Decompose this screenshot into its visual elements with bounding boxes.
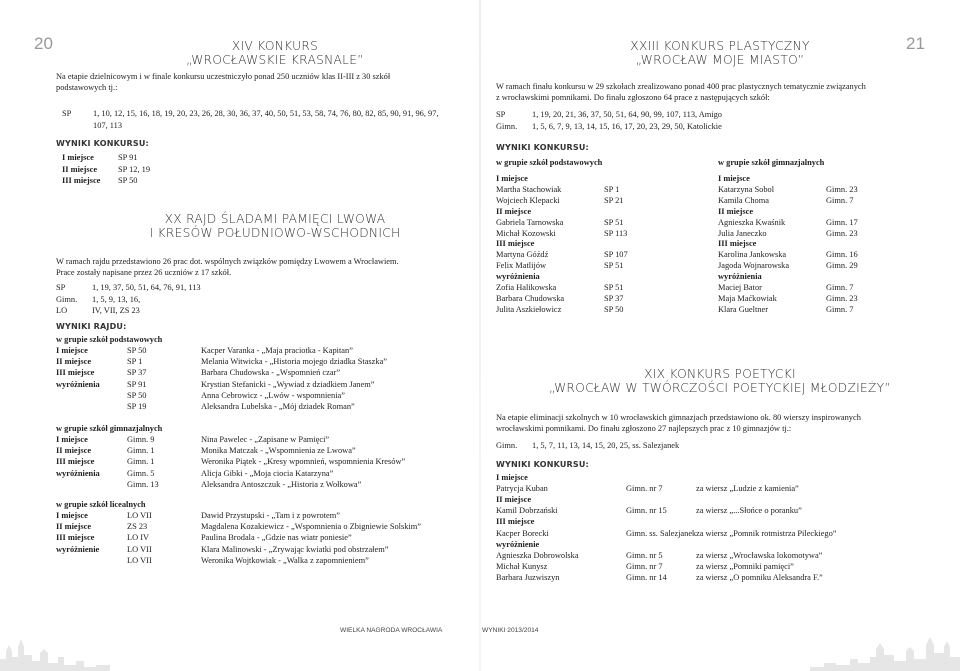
result-entry: Aleksandra Antoszczuk - „Historia z Wołkowa” <box>201 479 362 489</box>
winner-school: Gimn. 23 <box>826 228 858 238</box>
winner-name: Maja Maćkowiak <box>718 293 777 303</box>
result-entry: Paulina Brodala - „Gdzie nas wiatr poniesie” <box>201 533 352 543</box>
results-header: WYNIKI KONKURSU: <box>496 460 589 469</box>
result-entry: Anna Cebrowicz - „Lwów - wspomnienia” <box>201 390 345 400</box>
result-place: II miejsce <box>56 446 92 456</box>
winner-name: Barbara Juzwiszyn <box>496 572 560 582</box>
winner-school: Gimn. ss. Salezjanek <box>626 528 697 538</box>
results-header: WYNIKI KONKURSU: <box>56 139 149 148</box>
results-header: WYNIKI KONKURSU: <box>496 143 589 152</box>
result-entry: Krystian Stefanicki - „Wywiad z dziadkiem Janem” <box>201 379 375 389</box>
footer-label: WIELKA NAGRODA WROCŁAWIA <box>340 627 443 634</box>
page-number-right: 21 <box>906 34 925 53</box>
winner-poem: za wiersz „Pomnik rotmistrza Pileckiego” <box>696 528 837 538</box>
result-place: III miejsce <box>496 239 535 249</box>
city-skyline-icon <box>810 635 960 671</box>
school-type-label: LO <box>56 306 68 315</box>
group-title: w grupie szkół podstawowych <box>56 335 163 344</box>
results-header: WYNIKI RAJDU: <box>56 322 127 331</box>
winner-name: Barbara Chudowska <box>496 293 565 303</box>
school-list-values: 1, 19, 37, 50, 51, 64, 76, 91, 113 <box>92 283 201 292</box>
title-line-1: XX RAJD ŚLADAMI PAMIĘCI LWOWA <box>164 212 386 226</box>
school-type-label: SP <box>62 109 72 118</box>
winner-poem: za wiersz „Pomniki pamięci” <box>696 561 794 571</box>
result-place: III miejsce <box>56 368 95 378</box>
winner-school: Gimn. 16 <box>826 250 858 260</box>
winner-name: Agnieszka Kwaśnik <box>718 217 786 227</box>
winner-name: Kamil Dobrzański <box>496 506 558 516</box>
result-place: I miejsce <box>496 473 528 482</box>
result-entry: Kacper Varanka - „Maja praciotka - Kapitan” <box>201 346 353 355</box>
winner-school: Gimn. nr 7 <box>626 484 663 494</box>
winner-school: SP 113 <box>604 228 628 238</box>
result-place: I miejsce <box>718 174 750 183</box>
result-school: SP 50 <box>127 390 147 400</box>
title-line-1: XIV KONKURS <box>231 39 319 53</box>
result-school: Gimn. 5 <box>127 468 155 478</box>
winner-name: Wojciech Klepacki <box>496 195 560 205</box>
winner-name: Michał Kunysz <box>496 561 548 571</box>
result-entry: Weronika Piątek - „Kresy wpomnień, wspomnienia Kresów” <box>201 457 406 467</box>
result-school: SP 91 <box>118 153 138 162</box>
school-type-label: Gimn. <box>56 294 78 304</box>
group-title: w grupie szkół podstawowych <box>496 158 603 167</box>
intro-line: wrocławskimi pomnikami. Do finału zgłoszono 27 najlepszych prac z 10 gimnazjów tj.: <box>496 424 792 433</box>
winner-name: Zofia Halikowska <box>496 283 557 292</box>
winner-school: Gimn. nr 14 <box>626 572 667 582</box>
result-place: II miejsce <box>56 522 92 532</box>
winner-name: Patrycja Kuban <box>496 484 548 494</box>
winner-school: SP 51 <box>604 217 624 227</box>
winner-name: Julia Janeczko <box>718 228 767 238</box>
result-entry: Melania Witwicka - „Historia mojego dziadka Staszka” <box>201 357 388 367</box>
winner-school: Gimn. 17 <box>826 217 858 227</box>
winner-name: Gabriela Tarnowska <box>496 217 564 227</box>
result-school: SP 91 <box>127 379 147 389</box>
winner-school: SP 107 <box>604 250 628 260</box>
winner-name: Martha Stachowiak <box>496 184 562 194</box>
winner-name: Maciej Bator <box>718 283 762 292</box>
result-school: SP 50 <box>127 346 147 355</box>
intro-line: z wrocławskimi pomnikami. Do finału zgłoszono 64 prace z następujących szkół: <box>496 93 770 102</box>
result-school: Gimn. 1 <box>127 457 155 467</box>
group-title: w grupie szkół licealnych <box>56 500 146 509</box>
intro-line: W ramach finału konkursu w 29 szkołach zrealizowano ponad 400 prac plastycznych tematycznie związanych <box>496 82 866 91</box>
result-place: wyróżnienie <box>56 544 100 554</box>
result-entry: Alicja Gibki - „Moja ciocia Katarzyna” <box>201 468 334 478</box>
winner-name: Michał Kozowski <box>496 228 556 238</box>
winner-poem: za wiersz „...Słońce o poranku” <box>696 506 802 516</box>
result-place: wyróżnienia <box>496 272 540 282</box>
result-place: I miejsce <box>56 346 88 355</box>
result-school: Gimn. 9 <box>127 435 155 444</box>
winner-school: Gimn. 29 <box>826 261 858 271</box>
winner-school: SP 50 <box>604 304 624 314</box>
intro-line: W ramach rajdu przedstawiono 26 prac dot. wspólnych związków pomiędzy Lwowem a Wrocławiem. <box>56 257 399 266</box>
school-type-label: SP <box>56 283 66 292</box>
winner-school: SP 1 <box>604 184 620 194</box>
winner-school: Gimn. 23 <box>826 184 858 194</box>
winner-school: Gimn. nr 5 <box>626 550 663 560</box>
winner-poem: za wiersz „Wrocławska lokomotywa” <box>696 550 823 560</box>
title-line-2: I KRESÓW POŁUDNIOWO-WSCHODNICH <box>149 225 401 240</box>
intro-line: podstawowych tj.: <box>56 83 118 92</box>
winner-name: Martyna Góźdź <box>496 250 549 260</box>
school-type-label: Gimn. <box>496 441 518 450</box>
school-list-values: 1, 5, 9, 13, 16, <box>92 294 141 304</box>
school-list: 1, 5, 7, 11, 13, 14, 15, 20, 25, ss. Salezjanek <box>532 441 680 450</box>
result-entry: Dawid Przystupski - „Tam i z powrotem” <box>201 511 340 520</box>
result-place: II miejsce <box>496 495 532 505</box>
result-place: III miejsce <box>718 239 757 249</box>
winner-name: Julita Aszkiełowicz <box>496 304 562 314</box>
title-line-2: „WROCŁAW MOJE MIASTO” <box>635 52 805 67</box>
winner-name: Agnieszka Dobrowolska <box>496 550 579 560</box>
city-skyline-icon <box>0 635 110 671</box>
result-school: SP 50 <box>118 176 138 185</box>
title-line-2: „WROCŁAWSKIE KRASNALE” <box>186 52 364 67</box>
result-entry: Magdalena Kozakiewicz - „Wspomnienia o Zbigniewie Solskim” <box>201 522 422 532</box>
result-entry: Nina Pawelec - „Zapisane w Pamięci” <box>201 435 330 444</box>
result-place: wyróżnienia <box>718 272 762 282</box>
winner-school: SP 51 <box>604 261 624 271</box>
result-place: wyróżnienia <box>56 468 100 478</box>
winner-school: SP 21 <box>604 195 624 205</box>
footer-label: WYNIKI 2013/2014 <box>482 627 539 634</box>
winner-school: Gimn. 7 <box>826 195 854 205</box>
title-line-1: XIX KONKURS POETYCKI <box>644 367 796 381</box>
school-type-label: SP <box>496 110 506 119</box>
winner-name: Karolina Jankowska <box>718 250 787 260</box>
result-school: SP 1 <box>127 357 143 367</box>
winner-name: Jagoda Wojnarowska <box>718 261 790 271</box>
result-place: III miejsce <box>56 457 95 467</box>
result-entry: Monika Matczak - „Wspomnienia ze Lwowa” <box>201 446 356 456</box>
school-list-values: 1, 5, 6, 7, 9, 13, 14, 15, 16, 17, 20, 23, 29, 50, Katolickie <box>532 121 722 131</box>
school-list: 107, 113 <box>93 121 123 130</box>
result-place: wyróżnienie <box>496 539 540 549</box>
winner-name: Felix Matlijów <box>496 261 547 271</box>
school-list: 1, 10, 12, 15, 16, 18, 19, 20, 23, 26, 28, 30, 36, 37, 40, 50, 51, 53, 58, 74, 76, 80, 82, 85, 90, 91, 96, 97, <box>93 109 439 118</box>
result-place: I miejsce <box>496 174 528 183</box>
result-place: wyróżnienia <box>56 379 100 389</box>
result-entry: Aleksandra Lubelska - „Mój dziadek Roman” <box>201 402 355 411</box>
result-school: SP 12, 19 <box>118 164 151 174</box>
winner-poem: za wiersz „Ludzie z kamienia” <box>696 484 799 494</box>
result-entry: Klara Malinowski - „Zrywając kwiatki pod obstrzałem” <box>201 544 389 554</box>
section-title-xx <box>100 213 450 241</box>
intro-line: Na etapie eliminacji szkolnych w 10 wrocławskich gimnazjach przedstawiono ok. 80 wierszy inspirowanych <box>496 413 861 422</box>
section-title-xxiii <box>560 40 880 68</box>
result-entry: Weronika Wojtkowiak - „Walka z zapomnieniem” <box>201 555 369 565</box>
winner-name: Kacper Borecki <box>496 528 549 538</box>
intro-line: Na etapie dzielnicowym i w finale konkursu uczestniczyło ponad 250 uczniów klas II-III z 30 szkół <box>56 72 391 81</box>
group-title: w grupie szkół gimnazjalnych <box>718 158 825 167</box>
result-place: II miejsce <box>62 164 98 174</box>
winner-name: Kamila Choma <box>718 195 769 205</box>
result-school: Gimn. 13 <box>127 479 159 489</box>
winner-school: Gimn. 7 <box>826 304 854 314</box>
school-list-values: 1, 19, 20, 21, 36, 37, 50, 51, 64, 90, 99, 107, 113, Amigo <box>532 110 722 119</box>
title-line-1: XXIII KONKURS PLASTYCZNY <box>630 39 810 53</box>
result-school: ZS 23 <box>127 522 148 532</box>
winner-poem: za wiersz „O pomniku Aleksandra F.” <box>696 572 823 582</box>
result-place: II miejsce <box>718 206 754 216</box>
section-title-xix <box>500 368 940 396</box>
winner-school: Gimn. 23 <box>826 293 858 303</box>
section-title-xiv <box>150 40 400 68</box>
result-school: Gimn. 1 <box>127 446 155 456</box>
winner-school: SP 37 <box>604 293 624 303</box>
right-page <box>480 0 960 671</box>
school-type-label: Gimn. <box>496 121 518 131</box>
result-place: I miejsce <box>62 153 94 162</box>
result-place: III miejsce <box>62 176 101 185</box>
result-place: I miejsce <box>56 511 88 520</box>
school-list-values: IV, VII, ZS 23 <box>92 306 140 315</box>
winner-school: Gimn. nr 7 <box>626 561 663 571</box>
winner-name: Katarzyna Sobol <box>718 184 775 194</box>
page-number-left: 20 <box>34 34 53 53</box>
result-school: LO VII <box>127 555 152 565</box>
intro-line: Prace zostały napisane przez 26 uczniów z 17 szkół. <box>56 268 232 277</box>
result-school: SP 19 <box>127 402 147 411</box>
group-title: w grupie szkół gimnazjalnych <box>56 424 163 433</box>
result-place: I miejsce <box>56 435 88 444</box>
result-place: II miejsce <box>56 357 92 367</box>
winner-school: Gimn. nr 15 <box>626 506 667 516</box>
winner-school: Gimn. 7 <box>826 283 854 292</box>
result-entry: Barbara Chudowska - „Wspomnień czar” <box>201 368 341 378</box>
result-school: SP 37 <box>127 368 147 378</box>
result-place: III miejsce <box>496 517 535 527</box>
result-school: LO VII <box>127 511 152 520</box>
result-school: LO VII <box>127 544 152 554</box>
result-place: III miejsce <box>56 533 95 543</box>
winner-school: SP 51 <box>604 283 624 292</box>
winner-name: Klara Gueltner <box>718 304 768 314</box>
result-school: LO IV <box>127 533 150 543</box>
title-line-2: „WROCŁAW W TWÓRCZOŚCI POETYCKIEJ MŁODZIEŻY” <box>548 380 892 395</box>
result-place: II miejsce <box>496 206 532 216</box>
